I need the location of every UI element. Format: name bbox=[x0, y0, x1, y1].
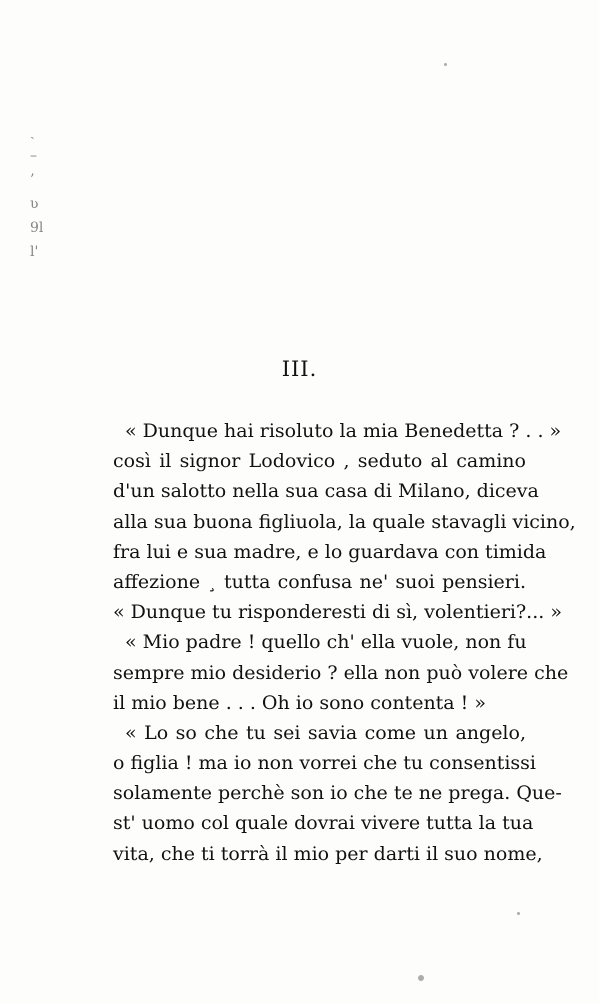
margin-mark: – bbox=[30, 148, 37, 164]
margin-mark: l' bbox=[30, 244, 39, 260]
margin-mark: 9l bbox=[30, 220, 44, 236]
text-line: d'un salotto nella sua casa di Milano, diceva bbox=[113, 480, 539, 503]
text-line: solamente perchè son io che te ne prega. Que- bbox=[113, 782, 562, 805]
text-line: così il signor Lodovico , seduto al camino bbox=[113, 450, 526, 473]
paper-speck bbox=[418, 975, 424, 981]
paper-speck bbox=[444, 63, 447, 66]
body-text bbox=[113, 416, 576, 869]
paper-speck bbox=[517, 912, 520, 915]
text-line: affezione ¸ tutta confusa ne' suoi pensieri. bbox=[113, 570, 526, 593]
text-line: st' uomo col quale dovrai vivere tutta la tua bbox=[113, 812, 534, 835]
text-line: « Mio padre ! quello ch' ella vuole, non fu bbox=[125, 631, 527, 654]
text-line: alla sua buona figliuola, la quale stavagli vicino, bbox=[113, 510, 576, 533]
text-line: sempre mio desiderio ? ella non può volere che bbox=[113, 661, 569, 684]
text-line: fra lui e sua madre, e lo guardava con timida bbox=[113, 540, 547, 563]
chapter-heading: III. bbox=[281, 357, 318, 381]
text-line: il mio bene . . . Oh io sono contenta ! » bbox=[113, 691, 486, 714]
margin-mark: ’ bbox=[30, 172, 35, 188]
margin-mark: ʋ bbox=[30, 196, 39, 212]
margin-mark: ˎ bbox=[30, 124, 35, 140]
margin-marks bbox=[30, 120, 50, 264]
text-line: o figlia ! ma io non vorrei che tu consentissi bbox=[113, 752, 537, 775]
text-line: « Dunque tu risponderesti di sì, volentieri?... » bbox=[113, 601, 562, 624]
text-line: « Dunque hai risoluto la mia Benedetta ? . . » bbox=[125, 420, 562, 442]
text-line: « Lo so che tu sei savia come un angelo, bbox=[125, 721, 526, 744]
text-line: vita, che ti torrà il mio per darti il suo nome, bbox=[113, 842, 543, 865]
